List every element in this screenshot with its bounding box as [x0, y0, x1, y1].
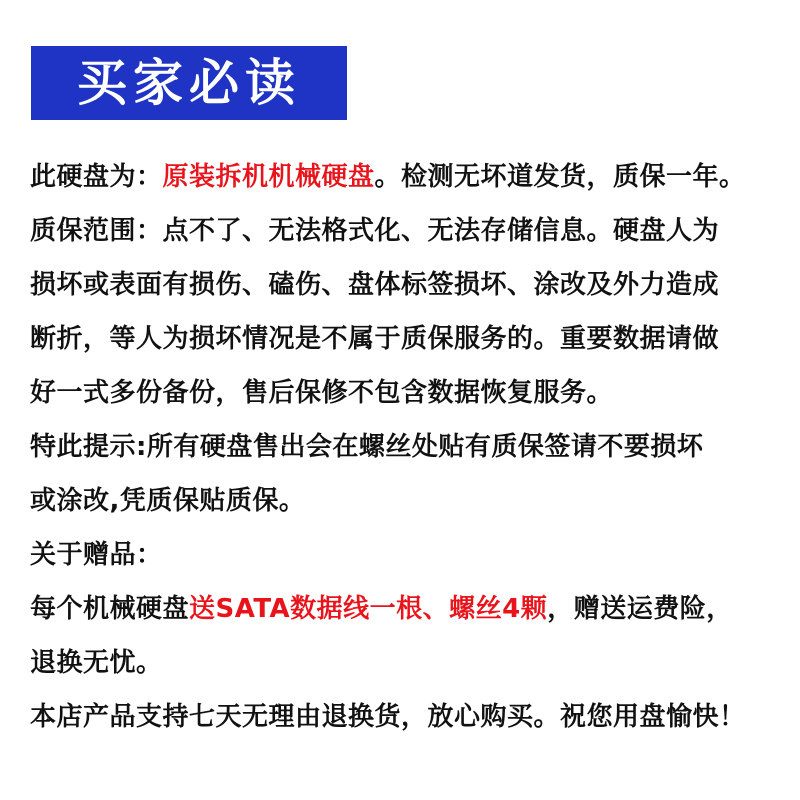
- product-prefix: 此硬盘为：: [30, 162, 163, 192]
- notice-content: [30, 150, 780, 744]
- page-title: 买家必读: [77, 54, 301, 112]
- store-policy-line: 本店产品支持七天无理由退换货，放心购买。祝您用盘愉快！: [30, 702, 746, 732]
- warranty-line-3: 断折，等人为损坏情况是不属于质保服务的。重要数据请做: [30, 324, 720, 354]
- notice-line-1: 特此提示:所有硬盘售出会在螺丝处贴有质保签请不要损坏: [30, 432, 704, 462]
- warranty-line-2: 损坏或表面有损伤、磕伤、盘体标签损坏、涂改及外力造成: [30, 270, 720, 300]
- gifts-line-2: 退换无忧。: [30, 648, 163, 678]
- gifts-prefix: 每个机械硬盘: [30, 594, 190, 624]
- warranty-line-4: 好一式多份备份，售后保修不包含数据恢复服务。: [30, 378, 614, 408]
- product-highlight: 原装拆机机械硬盘: [162, 162, 375, 192]
- notice-line-2: 或涂改,凭质保贴质保。: [30, 486, 306, 516]
- warranty-line-1: 质保范围：点不了、无法格式化、无法存储信息。硬盘人为: [30, 216, 720, 246]
- product-suffix: 。检测无坏道发货，质保一年。: [374, 162, 746, 192]
- gifts-suffix: ，赠送运费险，: [547, 594, 733, 624]
- product-line: [30, 150, 780, 204]
- header-banner: [31, 46, 347, 120]
- gifts-line-1: [30, 582, 780, 636]
- gifts-highlight: 送SATA数据线一根、螺丝4颗: [189, 594, 548, 624]
- gifts-heading: 关于赠品：: [30, 540, 163, 570]
